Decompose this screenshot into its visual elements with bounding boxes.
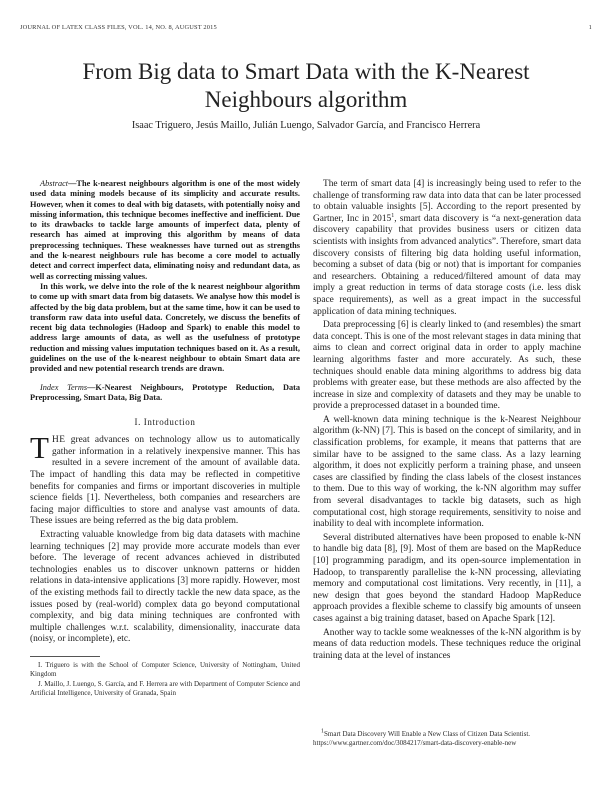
right-paragraph-1 (313, 179, 581, 318)
page-number: 1 (588, 24, 592, 31)
affiliation-footnote-2: J. Maillo, J. Luengo, S. García, and F. Herrera are with Department of Computer Science and Artificial Intelligence, University of Granada, Spain (30, 680, 300, 697)
smart-data-text-a: The term of smart data [4] is increasingly being used to refer to the challenge of transforming raw data into data that can be later processed to obtain valuable insights [5]. According to the report presented by Gartner, Inc in 2015 (313, 179, 581, 224)
abstract-paragraph-1 (30, 179, 300, 282)
intro-paragraph-1 (30, 430, 300, 528)
first-word-rest: HE (51, 435, 66, 446)
footnote-divider (30, 656, 100, 657)
right-paragraph-3: A well-known data mining technique is the k-Nearest Neighbour algorithm (k-NN) [7]. This is based on the concept of similarity, and in classification problems, for example, it means that patterns that are similar have to be assigned to the same class. As a lazy learning algorithm, it does not explicitly perform a training phase, and unseen cases are classified by finding the class labels of the closest instances to them. Due to this way of working, the k-NN algorithm may suffer from several disadvantages to tackle big datasets, such as high computational cost, high storage requirements, sensitivity to noise and inability to deal with incomplete information. (313, 414, 581, 530)
abstract-text-1: —The k-nearest neighbours algorithm is one of the most widely used data mining models because of its simplicity and accurate results. However, when it comes to deal with big datasets, with potentially noisy and missing information, this technique becomes ineffective and inefficient. Due to its drawbacks to tackle large amounts of imperfect data, plenty of research has aimed at improving this algorithm by means of data preprocessing techniques. These weaknesses have turned out as strengths and the k-nearest neighbours rule has become a core model to actually detect and correct imperfect data, eliminating noisy and redundant data, as well as correcting missing values. (30, 179, 300, 281)
right-paragraph-5: Another way to tackle some weaknesses of the k-NN algorithm is by means of data reduction models. These techniques reduce the original training data at the level of instances (313, 627, 582, 661)
affiliation-footnote-1: I. Triguero is with the School of Computer Science, University of Nottingham, United Kingdom (30, 660, 300, 678)
index-terms-text: —K-Nearest Neighbours, Prototype Reduction, Data Preprocessing, Smart Data, Big Data. (30, 382, 301, 402)
footnote-marker: 1 (391, 212, 395, 219)
intro-text-1: great advances on technology allow us to automatically gather information in a relatively inexpensive manner. This has resulted in a severe increment of the amount of available data. The impact of handling this data may be reflected in competitive benefits for companies and firms or important discoveries in multiple science fields [1]. Nevertheless, both companies and researchers are facing major difficulties to store and analyse vast amounts of data. These issues are being referred as the big data problem. (30, 435, 300, 527)
section-heading-introduction: I. Introduction (134, 417, 196, 428)
index-terms (30, 383, 300, 404)
gartner-footnote-marker: 1 (321, 728, 324, 735)
right-paragraph-4: Several distributed alternatives have been proposed to enable k-NN to handle big data [8], [9]. Most of them are based on the MapReduce [10] programming paradigm, and its open-source implementation in Hadoop, to transparently parallelise the k-NN processing, alleviating memory and computational cost limitations. Very recently, in [11], a new design that goes beyond the standard Hadoop MapReduce approach provides a flexible scheme to classify big amounts of unseen cases against a big training dataset, based on Apache Spark [12]. (313, 532, 581, 624)
running-head (20, 24, 592, 31)
index-terms-label: Index Terms (40, 382, 88, 392)
intro-paragraph-2: Extracting valuable knowledge from big data datasets with machine learning techniques [2] may provide more accurate models than ever before. The leverage of recent advances achieved in distributed technologies enables us to discover unknown patterns or hidden relations in data-intensive applications [3] more rapidly. However, most of the existing methods fail to directly tackle the new data space, as the issues posed by (real-world) complex data go beyond computational complexity, and big data mining techniques are confronted with multiple challenges w.r.t. scalability, dimensionality, inaccurate data (noisy, or incomplete), etc. (30, 529, 300, 645)
gartner-footnote-text (313, 730, 581, 747)
author-list: Isaac Triguero, Jesús Maillo, Julián Luengo, Salvador García, and Francisco Herrera (131, 120, 481, 131)
left-column (30, 179, 300, 699)
journal-name: JOURNAL OF LATEX CLASS FILES, VOL. 14, NO. 8, AUGUST 2015 (20, 24, 217, 31)
drop-cap: T (30, 430, 49, 466)
gartner-footnote-body: Smart Data Discovery Will Enable a New Class of Citizen Data Scientist. https://www.gartner.com/doc/3084217/smart-data-discovery-enable-new (313, 730, 531, 747)
gartner-footnote (313, 730, 581, 749)
abstract-paragraph-2: In this work, we delve into the role of the k nearest neighbour algorithm to come up with smart data from big datasets. We analyse how this model is affected by the big data problem, but at the same time, how it can be used to transform raw data into useful data. Concretely, we discuss the benefits of recent big data technologies (Hadoop and Spark) to enable this model to address large amounts of data, as well as the usefulness of prototype reduction and missing values imputation techniques based on it. As a result, guidelines on the use of the k-nearest neighbour to obtain Smart data are provided and new potential research trends are drawn. (30, 281, 300, 374)
abstract-label: Abstract (40, 179, 69, 188)
right-paragraph-2: Data preprocessing [6] is clearly linked to (and resembles) the smart data concept. This is one of the most relevant stages in data mining that aims to clean and correct original data in order to apply machine learning algorithms faster and more accurately. As such, these techniques should enable data mining algorithms to address big data problems with greater ease, but these methods are also affected by the increase in size and complexity of datasets and they may be unable to provide a preprocessed dataset in a bounded time. (313, 320, 581, 412)
smart-data-text-b: , smart data discovery is “a next-generation data discovery capability that provides business users or citizen data scientists with insights from advanced analytics”. Therefore, smart data discovery consists of filtering big data holding useful information, becoming a subset of data (big or not) that is important for companies and researchers. Obtaining a reduced/filtered amount of data may imply a great reduction in terms of data storage costs (i.e. less disk space requirements), as well as a great impact in the successful application of data mining techniques. (313, 213, 581, 317)
paper-title: From Big data to Smart Data with the K-Nearest Neighbours algorithm (82, 59, 530, 112)
right-column (313, 179, 581, 664)
